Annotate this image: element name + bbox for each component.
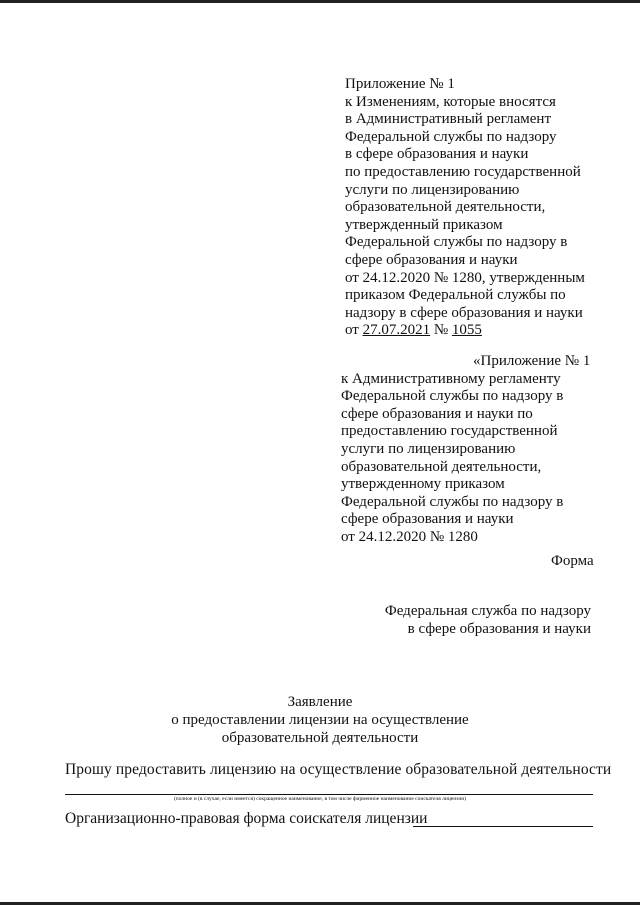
- applicant-name-hint: (полное и (в случае, если имеется) сокращенное наименование, в том числе фирменное наименование соискателя лицензии): [173, 796, 467, 802]
- original-appendix-line: образовательной деятельности,: [341, 458, 542, 475]
- original-appendix-line: сфере образования и науки: [341, 511, 514, 528]
- appendix-1-line: Федеральной службы по надзору: [345, 128, 557, 145]
- request-text: Прошу предоставить лицензию на осуществление образовательной деятельности: [65, 761, 612, 778]
- original-appendix-line: от 24.12.2020 № 1280: [341, 528, 478, 545]
- appendix-1-line: утвержденный приказом: [345, 216, 503, 233]
- appendix-1-line: к Изменениям, которые вносятся: [345, 93, 556, 110]
- original-appendix-line: Федеральной службы по надзору в: [341, 388, 564, 405]
- applicant-name-field[interactable]: [65, 794, 593, 795]
- appendix-1-line: надзору в сфере образования и науки: [345, 304, 583, 321]
- scan-top-edge: [0, 0, 640, 3]
- org-form-label: Организационно-правовая форма соискателя лицензии: [65, 810, 428, 827]
- original-appendix-line: предоставлению государственной: [341, 423, 558, 440]
- appendix-1-line: услуги по лицензированию: [345, 181, 520, 198]
- original-appendix-line: утвержденному приказом: [341, 476, 505, 493]
- appendix-1-line: Приложение № 1: [345, 76, 455, 92]
- order-number: 1055: [451, 322, 482, 339]
- recipient-block: [385, 602, 591, 638]
- appendix-1-header: [345, 76, 585, 340]
- appendix-1-date-line: [345, 322, 585, 340]
- org-form-field[interactable]: [413, 826, 593, 827]
- form-label: Форма: [551, 553, 594, 569]
- appendix-1-line: приказом Федеральной службы по: [345, 287, 566, 304]
- number-sign: №: [430, 322, 452, 339]
- appendix-1-line: Федеральной службы по надзору в: [345, 234, 568, 251]
- original-appendix-header: [341, 353, 590, 547]
- appendix-1-line: в сфере образования и науки: [345, 146, 529, 163]
- title-line: образовательной деятельности: [221, 730, 419, 746]
- appendix-1-line: в Административный регламент: [345, 111, 552, 128]
- appendix-1-line: по предоставлению государственной: [345, 163, 581, 180]
- title-line: Заявление: [287, 694, 353, 710]
- appendix-1-line: образовательной деятельности,: [345, 199, 546, 216]
- original-appendix-line: Федеральной службы по надзору в: [341, 493, 564, 510]
- original-appendix-line: к Административному регламенту: [341, 370, 561, 387]
- original-appendix-line: услуги по лицензированию: [341, 440, 516, 457]
- order-date: 27.07.2021: [362, 322, 431, 339]
- title-line: о предоставлении лицензии на осуществление: [171, 712, 469, 728]
- appendix-1-line: сфере образования и науки: [345, 251, 518, 268]
- recipient-line: Федеральная служба по надзору: [384, 603, 591, 619]
- original-appendix-line: «Приложение № 1: [473, 353, 591, 369]
- original-appendix-line: сфере образования и науки по: [341, 405, 533, 422]
- recipient-line: в сфере образования и науки: [407, 621, 591, 637]
- application-title: [0, 693, 640, 747]
- date-prefix: от: [345, 322, 363, 339]
- appendix-1-line: от 24.12.2020 № 1280, утвержденным: [345, 269, 585, 286]
